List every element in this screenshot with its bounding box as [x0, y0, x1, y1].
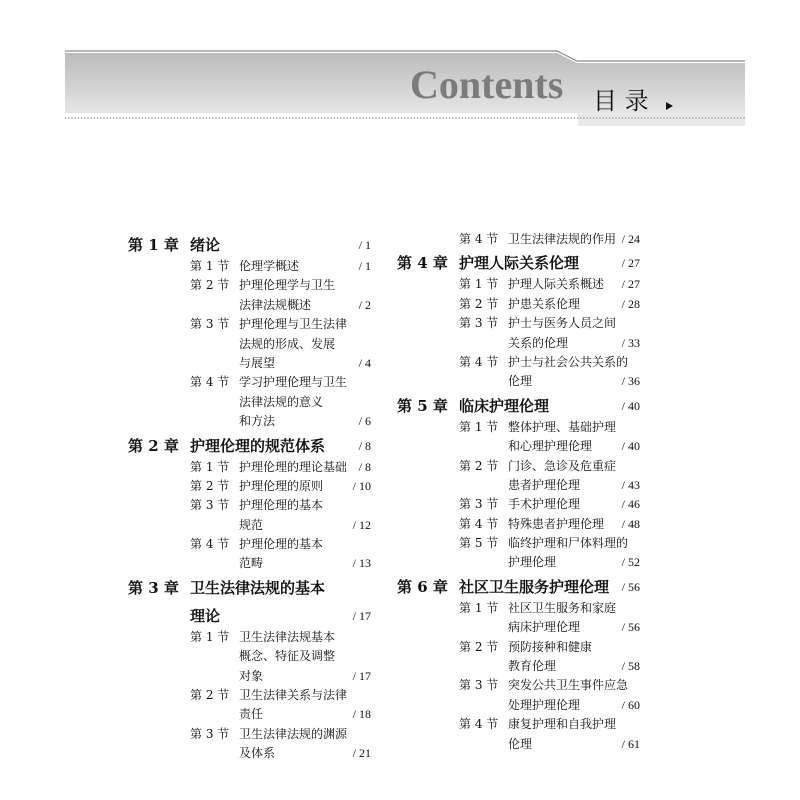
- chapter-title: 护理伦理的规范体系: [190, 436, 326, 455]
- section-number: 第 3 节: [459, 497, 499, 512]
- section-page-number: / 52: [621, 555, 640, 570]
- section-number: 第 1 节: [190, 459, 230, 474]
- section-line: [397, 314, 640, 333]
- section-entry: [397, 515, 640, 534]
- section-title: 教育伦理: [508, 659, 557, 674]
- section-title: 整体护理、基础护理: [508, 419, 617, 434]
- section-title: 特殊患者护理伦理: [508, 516, 605, 531]
- section-number: 第 3 节: [190, 498, 230, 513]
- section-title: 法规的形成、发展: [239, 336, 336, 351]
- section-title: 和方法: [239, 414, 276, 429]
- section-page-number: / 46: [621, 497, 640, 512]
- section-entry: [397, 638, 640, 677]
- chapter-entry: [397, 251, 640, 391]
- chapter-entry: [128, 576, 371, 764]
- chapter-page-number: / 40: [621, 398, 640, 413]
- section-entry: [128, 477, 371, 496]
- section-number: 第 4 节: [190, 375, 230, 390]
- section-number: 第 2 节: [459, 639, 499, 654]
- section-line: [397, 638, 640, 657]
- section-page-number: / 12: [352, 517, 371, 532]
- section-title: 护理伦理与卫生法律: [239, 317, 348, 332]
- section-line: [128, 628, 371, 647]
- section-page-number: / 6: [358, 414, 371, 429]
- section-title: 护士与社会公共关系的: [508, 354, 629, 369]
- section-title: 和心理护理伦理: [508, 439, 593, 454]
- section-line: [397, 230, 640, 249]
- section-page-number: / 60: [621, 697, 640, 712]
- chapter-number: 第 6 章: [397, 577, 448, 596]
- section-entry: [397, 495, 640, 514]
- section-line: [128, 412, 371, 431]
- section-page-number: / 48: [621, 516, 640, 531]
- section-title: 护理人际关系概述: [508, 277, 605, 292]
- section-title: 伦理学概述: [239, 259, 300, 273]
- section-title: 卫生法律法规的渊源: [239, 726, 348, 741]
- section-entry: [128, 315, 371, 373]
- section-line: [128, 373, 371, 392]
- section-page-number: / 17: [352, 668, 371, 683]
- section-title: 处理护理伦理: [508, 697, 581, 712]
- section-line: [128, 335, 371, 354]
- chapter-entry: [397, 575, 640, 754]
- section-title: 卫生法律法规基本: [239, 629, 336, 644]
- section-entry: [128, 276, 371, 315]
- section-entry: [128, 257, 371, 276]
- section-number: 第 4 节: [459, 516, 499, 531]
- section-title: 护患关系伦理: [508, 296, 581, 311]
- section-line: [397, 657, 640, 676]
- section-title: 卫生法律关系与法律: [239, 688, 348, 703]
- section-page-number: / 4: [358, 355, 371, 370]
- chapter-page-number: / 56: [621, 579, 640, 594]
- section-number: 第 4 节: [190, 537, 230, 552]
- section-title: 康复护理和自我护理: [508, 717, 617, 732]
- chapter-page-number: / 8: [358, 438, 371, 453]
- section-line: [128, 257, 371, 276]
- section-page-number: / 18: [352, 707, 371, 722]
- section-title: 伦理: [508, 736, 533, 751]
- toc-right-column: [397, 230, 640, 754]
- section-title: 临终护理和尸体料理的: [508, 536, 629, 551]
- chapter-heading-line: [397, 394, 640, 418]
- section-page-number: / 10: [352, 478, 371, 493]
- section-page-number: / 61: [621, 736, 640, 751]
- section-title: 护理伦理的原则: [239, 478, 324, 493]
- chapter-entry: [128, 233, 371, 432]
- chapter-number: 第 1 章: [128, 236, 179, 254]
- section-line: [397, 715, 640, 734]
- section-line: [128, 667, 371, 686]
- section-number: 第 1 节: [190, 629, 230, 644]
- section-entry: [397, 275, 640, 294]
- chapter-title: 理论: [190, 606, 221, 625]
- section-entry: [128, 496, 371, 535]
- section-line: [128, 276, 371, 295]
- section-line: [128, 535, 371, 554]
- section-line: [397, 696, 640, 715]
- section-title: 护理伦理的基本: [239, 537, 324, 552]
- section-line: [397, 476, 640, 495]
- section-number: 第 4 节: [459, 354, 499, 369]
- toc-left-column: [128, 233, 371, 764]
- section-page-number: / 24: [621, 232, 640, 246]
- section-title: 护士与医务人员之间: [508, 316, 617, 331]
- section-line: [397, 553, 640, 572]
- section-title: 社区卫生服务和家庭: [508, 600, 617, 615]
- chapter-page-number: / 1: [358, 238, 371, 252]
- section-title: 对象: [239, 668, 264, 683]
- section-entry: [397, 418, 640, 457]
- contents-title-en: Contents: [410, 62, 564, 107]
- section-line: [128, 744, 371, 763]
- section-line: [128, 393, 371, 412]
- contents-title-cn: 目 录: [593, 87, 649, 115]
- section-line: [397, 618, 640, 637]
- section-entry: [128, 686, 371, 725]
- section-line: [128, 554, 371, 573]
- section-number: 第 2 节: [459, 458, 499, 473]
- section-title: 病床护理伦理: [508, 620, 581, 635]
- section-number: 第 4 节: [459, 232, 499, 246]
- section-line: [397, 515, 640, 534]
- section-title: 规范: [239, 517, 264, 532]
- section-number: 第 3 节: [459, 678, 499, 693]
- chapter-entry: [397, 394, 640, 573]
- chapter-heading-line: [397, 575, 640, 599]
- section-page-number: / 58: [621, 659, 640, 674]
- section-page-number: / 43: [621, 477, 640, 492]
- section-entry: [128, 458, 371, 477]
- section-page-number: / 8: [358, 459, 371, 474]
- section-title: 与展望: [239, 355, 276, 370]
- section-entry: [397, 676, 640, 715]
- section-number: 第 1 节: [459, 277, 499, 292]
- section-entry: [397, 457, 640, 496]
- section-line: [397, 437, 640, 456]
- section-page-number: / 21: [352, 746, 371, 761]
- chapter-number: 第 4 章: [397, 254, 448, 273]
- section-line: [128, 315, 371, 334]
- chapter-title: 绪论: [190, 236, 221, 254]
- chapter-heading-line: [128, 576, 371, 600]
- section-title: 法律法规的意义: [239, 394, 324, 409]
- section-line: [397, 676, 640, 695]
- section-line: [397, 457, 640, 476]
- chapter-page-number: / 27: [621, 256, 640, 271]
- section-title: 卫生法律法规的作用: [508, 232, 617, 246]
- section-line: [397, 372, 640, 391]
- chapter-heading-line: [128, 604, 371, 628]
- section-entry: [397, 534, 640, 573]
- chapter-heading-line: [397, 251, 640, 275]
- section-number: 第 3 节: [190, 726, 230, 741]
- section-entry: [128, 373, 371, 431]
- section-line: [128, 296, 371, 315]
- section-number: 第 3 节: [190, 317, 230, 332]
- section-title: 法律法规概述: [239, 297, 312, 312]
- section-title: 护理伦理的理论基础: [239, 459, 348, 474]
- section-page-number: / 36: [621, 374, 640, 389]
- section-number: 第 2 节: [190, 478, 230, 493]
- section-page-number: / 1: [358, 259, 371, 273]
- section-line: [397, 599, 640, 618]
- section-number: 第 3 节: [459, 316, 499, 331]
- section-line: [397, 353, 640, 372]
- section-line: [397, 495, 640, 514]
- section-entry: [397, 353, 640, 392]
- section-entry: [397, 715, 640, 754]
- section-title: 学习护理伦理与卫生: [239, 375, 348, 390]
- section-title: 伦理: [508, 374, 533, 389]
- section-number: 第 1 节: [190, 259, 230, 273]
- chapter-number: 第 3 章: [128, 578, 179, 597]
- section-number: 第 2 节: [459, 296, 499, 311]
- section-title: 预防接种和健康: [508, 639, 593, 654]
- section-title: 患者护理伦理: [508, 477, 581, 492]
- section-line: [397, 735, 640, 754]
- section-number: 第 1 节: [459, 600, 499, 615]
- chapter-title: 卫生法律法规的基本: [190, 578, 326, 597]
- section-page-number: / 27: [621, 277, 640, 292]
- chapter-page-number: / 17: [352, 608, 371, 623]
- section-number: 第 4 节: [459, 717, 499, 732]
- section-page-number: / 28: [621, 296, 640, 311]
- chapter-heading-line: [128, 233, 371, 257]
- section-title: 范畴: [239, 556, 264, 571]
- section-title: 门诊、急诊及危重症: [508, 458, 617, 473]
- section-entry: [397, 599, 640, 638]
- section-number: 第 2 节: [190, 278, 230, 293]
- section-line: [397, 295, 640, 314]
- chapter-title: 社区卫生服务护理伦理: [459, 577, 610, 596]
- chapter-entry: [128, 434, 371, 574]
- section-number: 第 5 节: [459, 536, 499, 551]
- section-line: [397, 534, 640, 553]
- section-title: 关系的伦理: [508, 335, 569, 350]
- section-number: 第 1 节: [459, 419, 499, 434]
- section-page-number: / 56: [621, 620, 640, 635]
- section-line: [128, 725, 371, 744]
- section-page-number: / 33: [621, 335, 640, 350]
- section-title: 护理伦理学与卫生: [239, 278, 336, 293]
- section-number: 第 2 节: [190, 688, 230, 703]
- section-entry: [397, 230, 640, 249]
- section-page-number: / 13: [352, 556, 371, 571]
- section-title: 护理伦理的基本: [239, 498, 324, 513]
- section-line: [128, 686, 371, 705]
- chapter-title: 护理人际关系伦理: [459, 254, 580, 273]
- section-page-number: / 40: [621, 439, 640, 454]
- section-line: [128, 354, 371, 373]
- section-line: [128, 647, 371, 666]
- section-line: [397, 334, 640, 353]
- section-line: [128, 516, 371, 535]
- section-line: [397, 418, 640, 437]
- chapter-title: 临床护理伦理: [459, 396, 550, 415]
- chapter-number: 第 2 章: [128, 436, 179, 455]
- section-title: 手术护理伦理: [508, 497, 581, 512]
- section-line: [128, 477, 371, 496]
- section-title: 责任: [239, 707, 264, 722]
- section-title: 及体系: [239, 746, 276, 761]
- section-title: 突发公共卫生事件应急: [508, 678, 629, 693]
- section-entry: [397, 314, 640, 353]
- section-entry: [128, 535, 371, 574]
- section-page-number: / 2: [358, 297, 371, 312]
- section-entry: [128, 628, 371, 686]
- section-line: [397, 275, 640, 294]
- section-title: 护理伦理: [508, 555, 557, 570]
- chapter-heading-line: [128, 434, 371, 458]
- section-line: [128, 458, 371, 477]
- section-line: [128, 705, 371, 724]
- section-line: [128, 496, 371, 515]
- section-title: 概念、特征及调整: [239, 649, 336, 664]
- section-entry: [128, 725, 371, 764]
- section-entry: [397, 295, 640, 314]
- chapter-number: 第 5 章: [397, 396, 448, 415]
- contents-header-banner: [0, 0, 800, 140]
